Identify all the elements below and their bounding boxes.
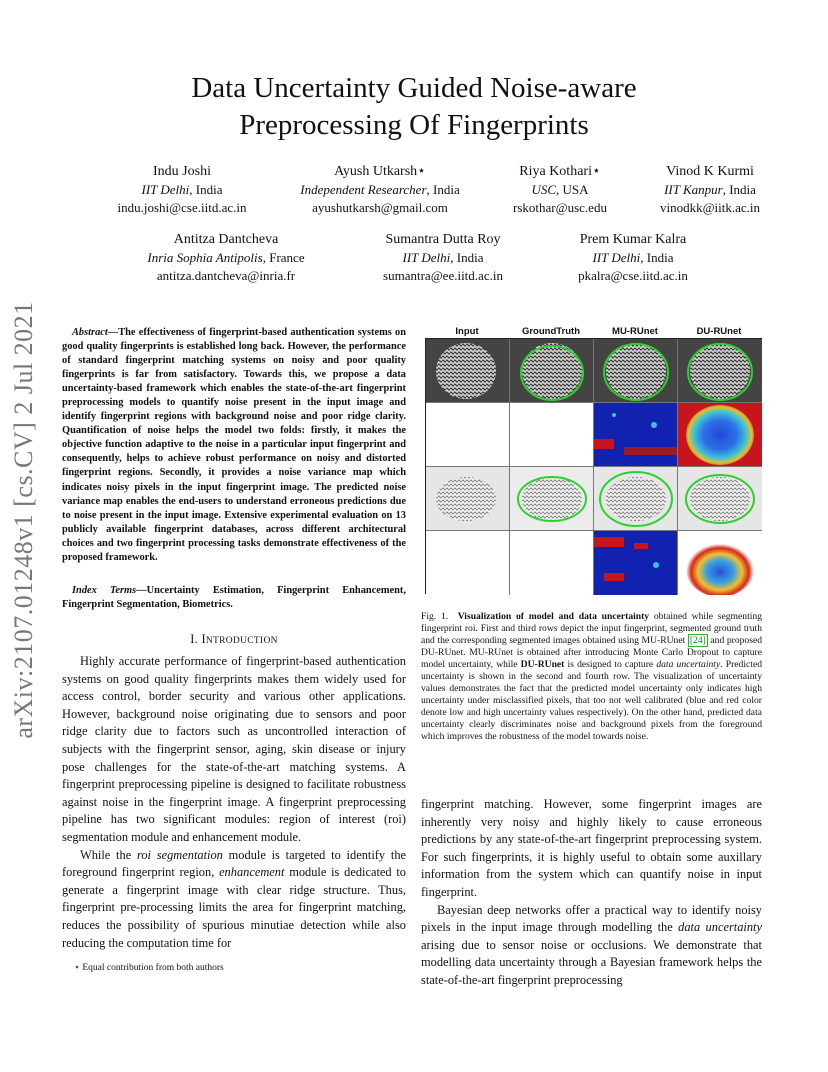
author-email[interactable]: antitza.dantcheva@inria.fr: [156, 268, 296, 283]
fingerprint-mu-runet-image: [594, 339, 678, 403]
paper-title: [0, 70, 828, 144]
title-line-1: Data Uncertainty Guided Noise-aware: [191, 72, 637, 104]
introduction-left: [62, 653, 406, 952]
author-name: Indu Joshi: [153, 164, 211, 179]
author-block: [343, 231, 543, 285]
section-heading: I. INTRODUCTION: [190, 632, 278, 646]
footnote: ⋆ Equal contribution from both authors: [74, 963, 224, 973]
author-email[interactable]: rskothar@usc.edu: [513, 200, 607, 215]
author-affiliation: IIT Delhi, India: [141, 182, 223, 197]
author-affiliation: Inria Sophia Antipolis, France: [147, 250, 305, 265]
author-affiliation: IIT Delhi, India: [592, 250, 674, 265]
author-name: Vinod K Kurmi: [666, 164, 754, 179]
introduction-right: [421, 796, 762, 990]
data-uncertainty-map: [678, 531, 762, 595]
figure-header: DU-RUnet: [696, 326, 742, 337]
figure-grid: [425, 338, 762, 594]
fingerprint-input-image: [426, 339, 510, 403]
author-email[interactable]: vinodkk@iitk.ac.in: [659, 200, 761, 215]
author-affiliation: IIT Kanpur, India: [664, 182, 756, 197]
citation-link[interactable]: [24]: [689, 634, 706, 646]
fingerprint-groundtruth-image: [510, 339, 594, 403]
author-name: Riya Kothari⋆: [519, 164, 601, 179]
fingerprint-input-image: [426, 467, 510, 531]
author-block: [126, 231, 326, 285]
author-affiliation: IIT Delhi, India: [402, 250, 484, 265]
author-email[interactable]: sumantra@ee.iitd.ac.in: [383, 268, 503, 283]
empty-cell: [510, 403, 594, 467]
arxiv-stamp: [4, 300, 44, 740]
figure-header: GroundTruth: [521, 326, 581, 337]
empty-cell: [426, 531, 510, 595]
abstract-text: —The effectiveness of fingerprint-based authentication systems on good quality fingerprints is established long back. However, the performance of standard fingerprint matching systems on noisy and poor quality fingerprints is far from satisfactory. Towards this, we propose a data uncertainty-based framework which enables the state-of-the-art fingerprint preprocessing models to quantify noise present in the input image and identify fingerprint regions with background noise and poor ridge clarity. Quantification of noise helps the model two folds: firstly, it makes the objective function adaptive to the noise in a particular input fingerprint and consequently, helps to achieve robust performance on noisy and distorted fingerprint regions. Secondly, it provides a noise variance map which indicates noisy pixels in the input fingerprint image. The predicted noise variance map enables the end-users to understand erroneous predictions due to noise present in the input image. Extensive experimental evaluation on 13 publicly available fingerprint databases, across different architectural choices and two fingerprint processing tasks demonstrate effectiveness of the proposed framework.: [62, 327, 406, 563]
figure-1: [425, 326, 762, 594]
empty-cell: [426, 403, 510, 467]
author-affiliation: USC, USA: [531, 182, 589, 197]
figure-header: Input: [455, 326, 479, 337]
fingerprint-du-runet-image: [678, 339, 762, 403]
author-block: [533, 231, 733, 285]
model-uncertainty-map: [594, 531, 678, 595]
intro-paragraph: Bayesian deep networks offer a practical way to identify noisy pixels in the input image through modelling the data uncertainty arising due to sensor noise or occlusions. We demonstrate that modelling data uncertainty through a Bayesian framework helps the state-of-the-art fingerprint preprocessing: [421, 902, 762, 987]
data-uncertainty-map: [678, 403, 762, 467]
abstract-label: Abstract: [72, 327, 108, 338]
author-name: Sumantra Dutta Roy: [385, 232, 501, 247]
empty-cell: [510, 531, 594, 595]
fingerprint-mu-runet-image: [594, 467, 678, 531]
author-block: [280, 163, 480, 217]
intro-paragraph: While the roi segmentation module is targeted to identify the foreground fingerprint region, enhancement module is dedicated to generate a fingerprint image with clear ridge structure. Thus, fingerprint pre-processing limits the area for fingerprint matching, reduces the possibility of spurious minutiae detection while also reducing the computation time for: [62, 847, 407, 950]
author-name: Ayush Utkarsh⋆: [334, 164, 426, 179]
fingerprint-du-runet-image: [678, 467, 762, 531]
author-email[interactable]: indu.joshi@cse.iitd.ac.in: [117, 200, 247, 215]
title-line-2: Preprocessing Of Fingerprints: [239, 109, 589, 141]
arxiv-stamp-text: arXiv:2107.01248v1 [cs.CV] 2 Jul 2021: [9, 301, 38, 739]
index-terms: [62, 584, 406, 612]
index-terms-text: —Uncertainty Estimation, Fingerprint Enhancement, Fingerprint Segmentation, Biometrics.: [62, 585, 406, 611]
author-affiliation: Independent Researcher, India: [300, 182, 460, 197]
author-block: [82, 163, 282, 217]
author-block: [610, 163, 810, 217]
author-name: Prem Kumar Kalra: [579, 232, 687, 247]
author-name: Antitza Dantcheva: [173, 232, 279, 247]
abstract: [62, 326, 406, 565]
model-uncertainty-map: [594, 403, 678, 467]
author-email[interactable]: pkalra@cse.iitd.ac.in: [578, 268, 688, 283]
intro-paragraph: Highly accurate performance of fingerprint-based authentication systems on good quality fingerprints makes them widely used for access control, border security and various other applications. However, background noise originating due to sensors and poor ridge clarity due to factors such as uncontrolled interaction of subjects with the fingerprint sensor, aging, skin disease or injury pose challenges for the state-of-the-art matching systems. A fingerprint preprocessing pipeline is designed to facilitate robustness against noise in the fingerprint image. A fingerprint preprocessing pipeline has two significant modules: region of interest (roi) segmentation module and enhancement module.: [62, 654, 406, 844]
intro-paragraph: fingerprint matching. However, some fingerprint images are inherently very noisy and highly likely to cause erroneous predictions by any state-of-the-art fingerprint preprocessing system. For such fingerprints, it is highly useful to obtain some auxillary information from the system which can quantify noise in input fingerprint.: [421, 797, 762, 899]
fingerprint-groundtruth-image: [510, 467, 594, 531]
author-email[interactable]: ayushutkarsh@gmail.com: [312, 200, 448, 215]
figure-header: MU-RUnet: [612, 326, 658, 337]
figure-caption: Fig. 1. Visualization of model and data uncertainty obtained while segmenting fingerprint roi. First and third rows depict the input fingerprint, segmented ground truth and the corresponding segmented images obtained using MU-RUnet [24] and proposed DU-RUnet. MU-RUnet is obtained after introducing Monte Carlo Dropout to capture model uncertainty, while DU-RUnet is designed to capture data uncertainty. Predicted uncertainty is shown in the second and fourth row. The visualization of uncertainty values demonstrates the fact that the predicted model uncertainty only indicates high uncertainty under misclassified pixels, that too not well calibrated (blue and red color denote low and high uncertainty values respectively). On the other hand, predicted data uncertainty clearly discriminates noise and background pixels from the foreground which improves the robustness of the model towards noise.: [421, 611, 762, 742]
index-terms-label: Index Terms: [72, 585, 137, 596]
